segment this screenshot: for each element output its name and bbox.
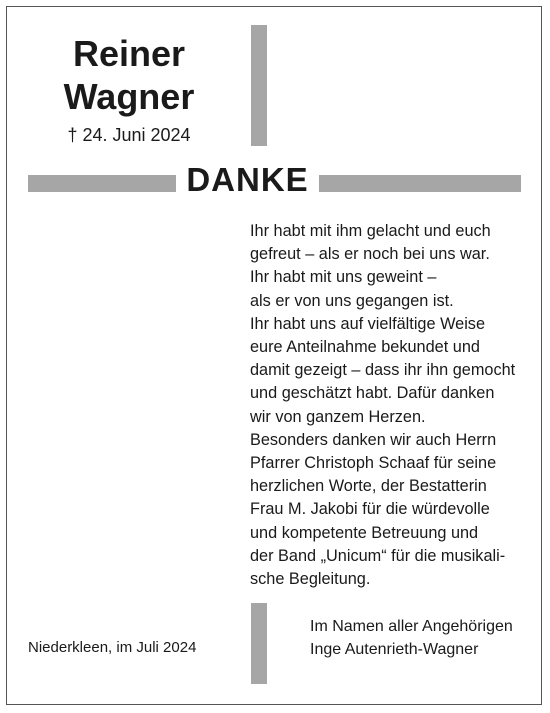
signature-line-2: Inge Autenrieth-Wagner [310, 641, 479, 658]
cross-bar-left [28, 175, 176, 192]
text-line: und kompetente Betreuung und [250, 523, 479, 542]
text-line: gefreut – als er noch bei uns war. [250, 245, 490, 264]
text-line: der Band „Unicum“ für die musikali- [250, 546, 506, 565]
deceased-first-name: Reiner [72, 33, 186, 74]
signature [310, 615, 513, 661]
thank-you-text [250, 220, 540, 591]
deceased-last-name: Wagner [63, 76, 195, 117]
cross-bar-bottom [251, 603, 267, 684]
text-line: wir von ganzem Herzen. [250, 407, 426, 426]
death-date: † 24. Juni 2024 [67, 125, 191, 145]
text-line: Frau M. Jakobi für die würdevolle [250, 500, 490, 519]
text-line: damit gezeigt – dass ihr ihn gemocht [250, 361, 516, 380]
text-line: Besonders danken wir auch Herrn [250, 430, 497, 449]
place-date: Niederkleen, im Juli 2024 [28, 639, 197, 656]
signature-line-1: Im Namen aller Angehörigen [310, 618, 513, 635]
text-line: eure Anteilnahme bekundet und [250, 338, 480, 357]
text-line: Ihr habt mit ihm gelacht und euch [250, 222, 491, 240]
cross-bar-right [319, 175, 521, 192]
cross-bar-top [251, 25, 267, 146]
text-line: Ihr habt uns auf vielfältige Weise [250, 314, 486, 333]
text-line: als er von uns gegangen ist. [250, 291, 454, 310]
text-line: Pfarrer Christoph Schaaf für seine [250, 454, 497, 473]
text-line: Ihr habt mit uns geweint – [250, 268, 437, 287]
text-line: sche Begleitung. [250, 570, 371, 589]
headline: DANKE [186, 161, 309, 198]
text-line: herzlichen Worte, der Bestatterin [250, 477, 487, 496]
text-line: und geschätzt habt. Dafür danken [250, 384, 495, 403]
